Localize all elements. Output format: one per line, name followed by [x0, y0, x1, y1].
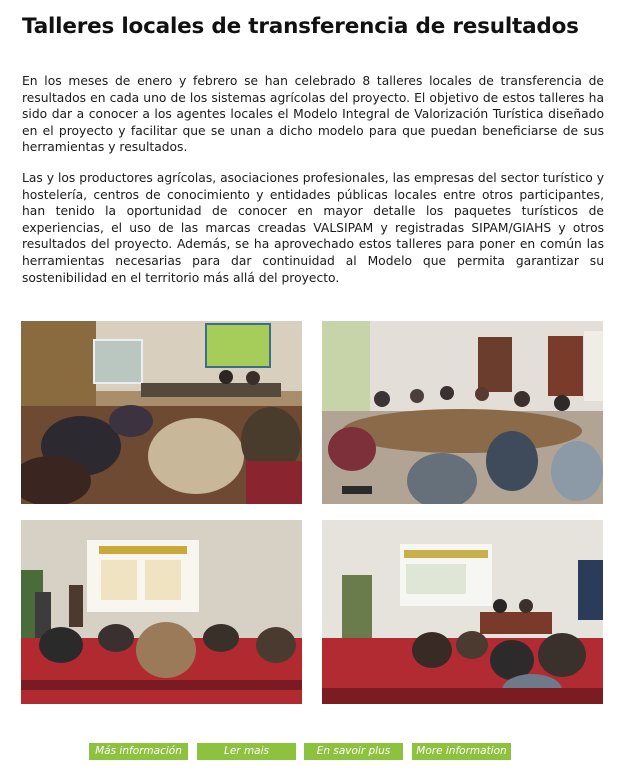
workshop-photo-2	[322, 321, 603, 504]
workshop-photo-1	[21, 321, 302, 504]
more-info-es-button[interactable]: Más información	[89, 743, 188, 760]
workshop-photo-3	[21, 520, 302, 704]
more-info-en-button[interactable]: More information	[412, 743, 511, 760]
article-paragraph-1: En los meses de enero y febrero se han celebrado 8 talleres locales de transferencia de resultados en cada uno de los sistemas agrícolas del proyecto. El objetivo de estos talleres ha sido dar a conocer a los agentes locales el Modelo Integral de Valorización Turística diseñado en el proyecto y facilitar que se unan a dicho modelo para que puedan beneficiarse de sus herramientas y resultados.	[22, 74, 604, 155]
workshop-photo-4	[322, 520, 603, 704]
more-info-pt-button[interactable]: Ler mais	[197, 743, 296, 760]
article-paragraph-2: Las y los productores agrícolas, asociaciones profesionales, las empresas del sector turístico y hostelería, centros de conocimiento y entidades públicas locales entre otros participantes, han tenido la oportunidad de conocer en mayor detalle los paquetes turísticos de experiencias, el uso de las marcas creadas VALSIPAM y registradas SIPAM/GIAHS y otros resultados del proyecto. Además, se ha aprovechado estos talleres para poner en común las herramientas necesarias para dar continuidad al Modelo que permita garantizar su sostenibilidad en el territorio más allá del proyecto.	[22, 171, 604, 285]
more-info-fr-button[interactable]: En savoir plus	[304, 743, 403, 760]
article-title: Talleres locales de transferencia de resultados	[22, 14, 579, 39]
